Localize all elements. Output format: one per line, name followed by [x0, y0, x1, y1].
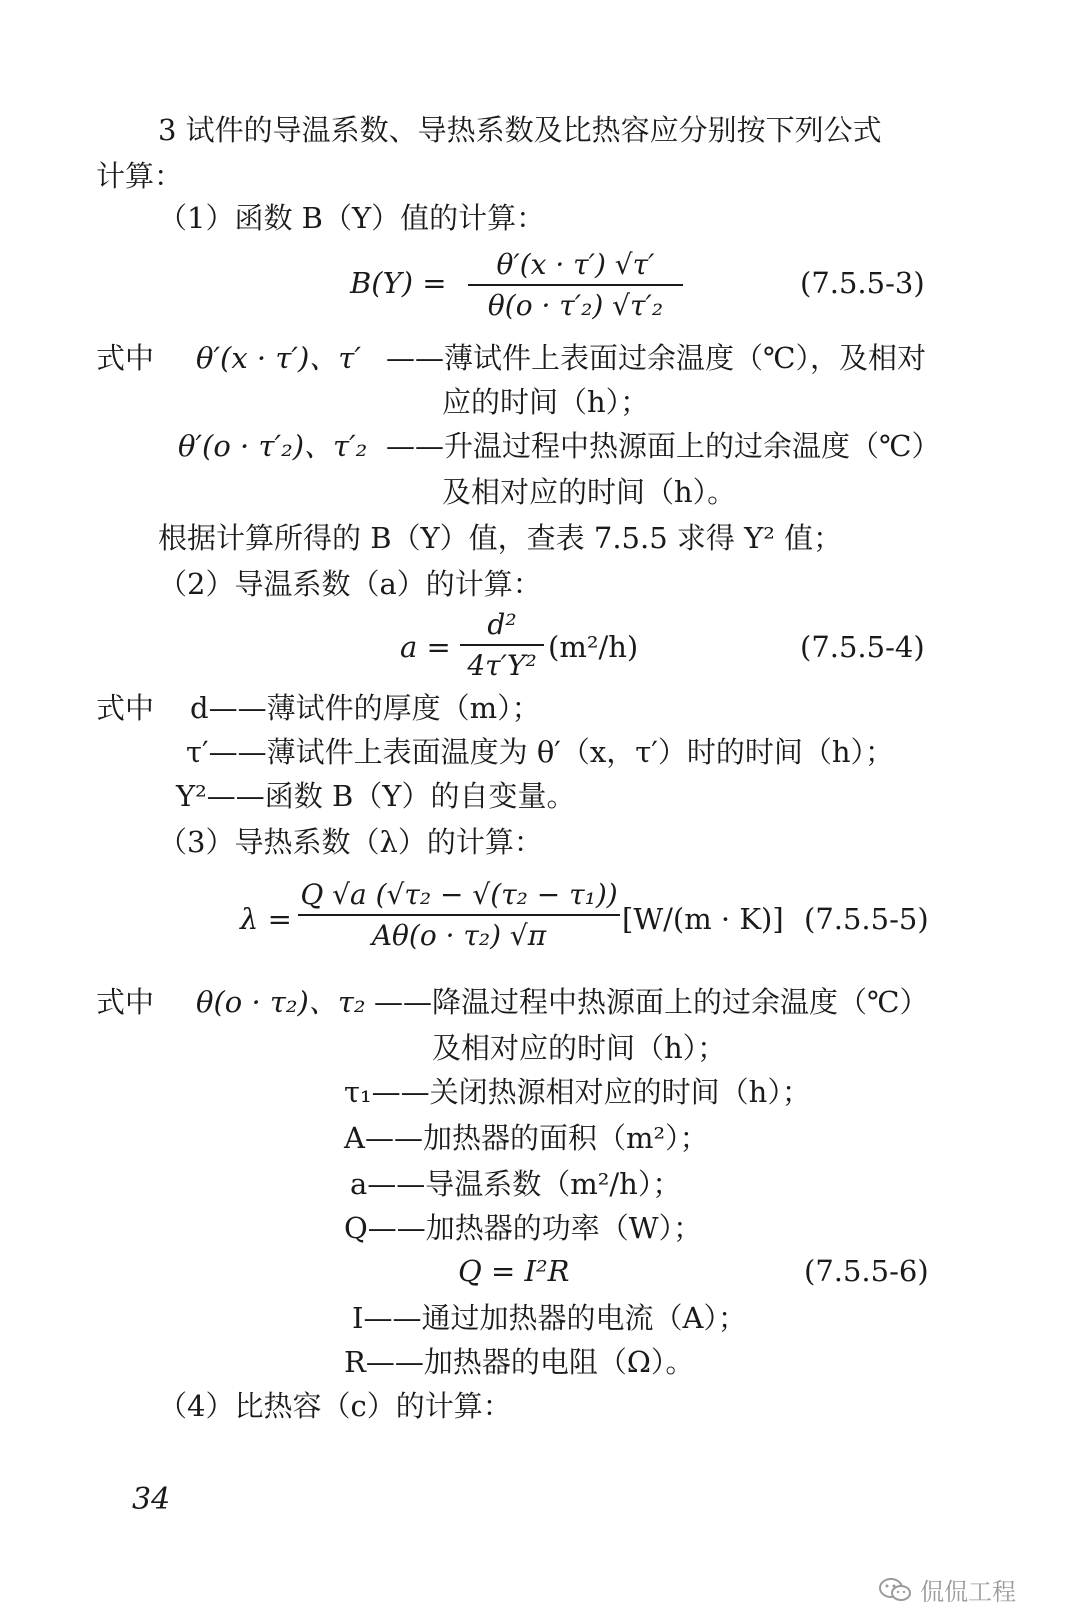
equation-lhs: a = [400, 630, 451, 664]
fraction-numerator: θ′(x · τ′) √τ′ [496, 248, 655, 281]
fraction-denominator: θ(o · τ′₂) √τ′₂ [487, 289, 664, 322]
text-line: a——导温系数（m²/h）； [350, 1167, 682, 1201]
fraction-denominator: Aθ(o · τ₂) √π [371, 919, 547, 952]
equation-lhs: λ = [240, 902, 292, 936]
text-line: （1）函数 B（Y）值的计算： [158, 201, 546, 235]
page-number: 34 [132, 1482, 171, 1517]
equation-number: (7.5.5-5) [804, 902, 929, 936]
text-line: I——通过加热器的电流（A）； [352, 1301, 747, 1335]
text-line: Y²——函数 B（Y）的自变量。 [176, 779, 576, 813]
symbol: θ(o · τ₂)、τ₂ [196, 985, 366, 1019]
text-line: 式中 [96, 985, 155, 1019]
text-line: 根据计算所得的 B（Y）值，查表 7.5.5 求得 Y² 值； [158, 521, 843, 555]
fraction-numerator: Q √a (√τ₂ − √(τ₂ − τ₁)) [300, 878, 618, 911]
wechat-icon [878, 1577, 912, 1603]
equation-number: (7.5.5-6) [804, 1254, 929, 1288]
fraction-numerator: d² [487, 608, 517, 641]
text-line: 及相对应的时间（h）。 [442, 475, 737, 509]
text-line: ——降温过程中热源面上的过余温度（℃） [374, 985, 929, 1019]
text-line: 计算： [96, 159, 184, 193]
text-line: τ′——薄试件上表面温度为 θ′（x，τ′）时的时间（h）； [186, 735, 895, 769]
text-line: 式中 [96, 341, 155, 375]
equation-fraction [468, 248, 683, 322]
equation-unit: [W/(m · K)] [622, 902, 784, 936]
text-line: R——加热器的电阻（Ω）。 [344, 1345, 695, 1379]
text-line: （3）导热系数（λ）的计算： [158, 825, 543, 859]
text-line: 及相对应的时间（h）； [432, 1031, 727, 1065]
equation-fraction [460, 608, 544, 682]
watermark [878, 1572, 1016, 1607]
text-line: （2）导温系数（a）的计算： [158, 567, 542, 601]
text-line: A——加热器的面积（m²）； [344, 1121, 709, 1155]
text-line: 应的时间（h）； [442, 385, 650, 419]
text-line: Q——加热器的功率（W）； [344, 1211, 703, 1245]
equation-number: (7.5.5-3) [800, 266, 925, 300]
fraction-denominator: 4τ′Y² [467, 649, 537, 682]
text-line: τ₁——关闭热源相对应的时间（h）； [344, 1075, 811, 1109]
text-line: d——薄试件的厚度（m）； [190, 691, 541, 725]
equation: Q = I²R [458, 1254, 570, 1288]
equation-number: (7.5.5-4) [800, 630, 925, 664]
symbol: θ′(x · τ′)、τ′ [196, 341, 361, 375]
fraction-bar [298, 914, 620, 916]
watermark-text: 侃侃工程 [920, 1578, 1016, 1606]
equation-fraction [298, 878, 620, 952]
text-line: 3 试件的导温系数、导热系数及比热容应分别按下列公式 [158, 113, 882, 147]
text-line: ——薄试件上表面过余温度（℃），及相对 [386, 341, 926, 375]
equation-unit: (m²/h) [548, 630, 639, 664]
text-line: 式中 [96, 691, 155, 725]
text-line: （4）比热容（c）的计算： [158, 1389, 512, 1423]
symbol: θ′(o · τ′₂)、τ′₂ [178, 429, 368, 463]
equation-lhs: B(Y) = [350, 266, 447, 300]
fraction-bar [460, 644, 544, 646]
text-line: ——升温过程中热源面上的过余温度（℃） [386, 429, 941, 463]
fraction-bar [468, 284, 683, 286]
